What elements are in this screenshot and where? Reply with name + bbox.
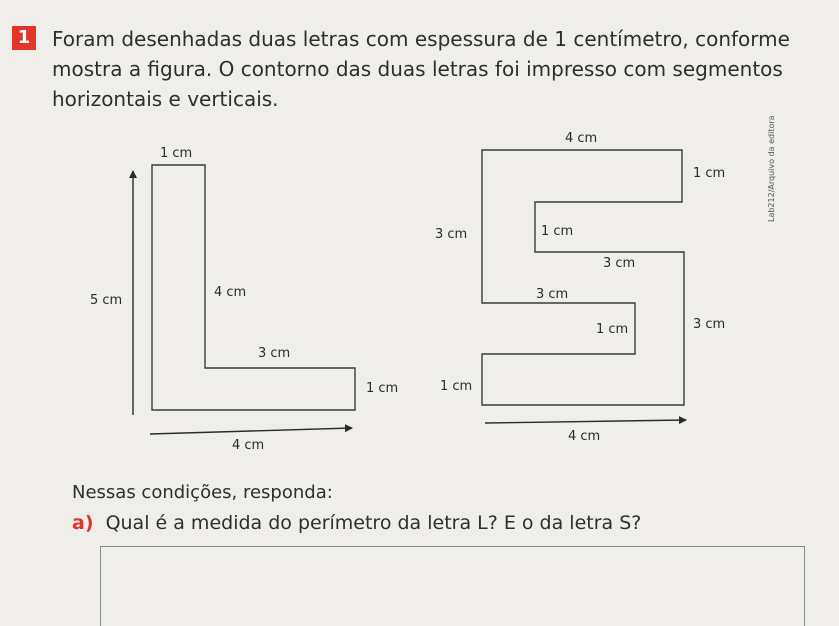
prompt-text: Nessas condições, responda: (72, 482, 333, 503)
S-right-lower-label: 3 cm (693, 317, 726, 332)
L-height-label: 5 cm (90, 293, 123, 308)
item-a (72, 512, 641, 534)
letter-S-outline (482, 150, 684, 405)
question-number-badge: 1 (12, 26, 36, 50)
S-width-arrow (485, 420, 686, 423)
item-a-letter: a) (72, 512, 94, 534)
L-top-width-label: 1 cm (160, 146, 193, 161)
S-inner-bottom-label: 1 cm (596, 322, 629, 337)
answer-box[interactable] (100, 546, 805, 626)
S-top-width-label: 4 cm (565, 131, 598, 146)
side-credit: Lab212/Arquivo da editora (767, 115, 776, 222)
question-text: Foram desenhadas duas letras com espessura de 1 centímetro, conforme mostra a figura. O contorno das duas letras foi impresso com segmentos horizontais e verticais. (52, 27, 790, 111)
S-middle-left-label: 3 cm (536, 287, 569, 302)
L-inner-width-label: 3 cm (258, 346, 291, 361)
S-left-upper-label: 3 cm (435, 227, 468, 242)
letter-L-outline (152, 165, 355, 410)
S-inner-top-label: 1 cm (541, 224, 574, 239)
S-middle-right-label: 3 cm (603, 256, 636, 271)
item-a-text: Qual é a medida do perímetro da letra L? E o da letra S? (105, 512, 642, 534)
S-bottom-left-label: 1 cm (440, 379, 473, 394)
L-width-arrow (150, 428, 352, 434)
L-right-side-label: 1 cm (366, 381, 399, 396)
L-inner-height-label: 4 cm (214, 285, 247, 300)
S-bottom-width-label: 4 cm (568, 429, 601, 444)
S-top-right-label: 1 cm (693, 166, 726, 181)
L-bottom-width-label: 4 cm (232, 438, 265, 453)
